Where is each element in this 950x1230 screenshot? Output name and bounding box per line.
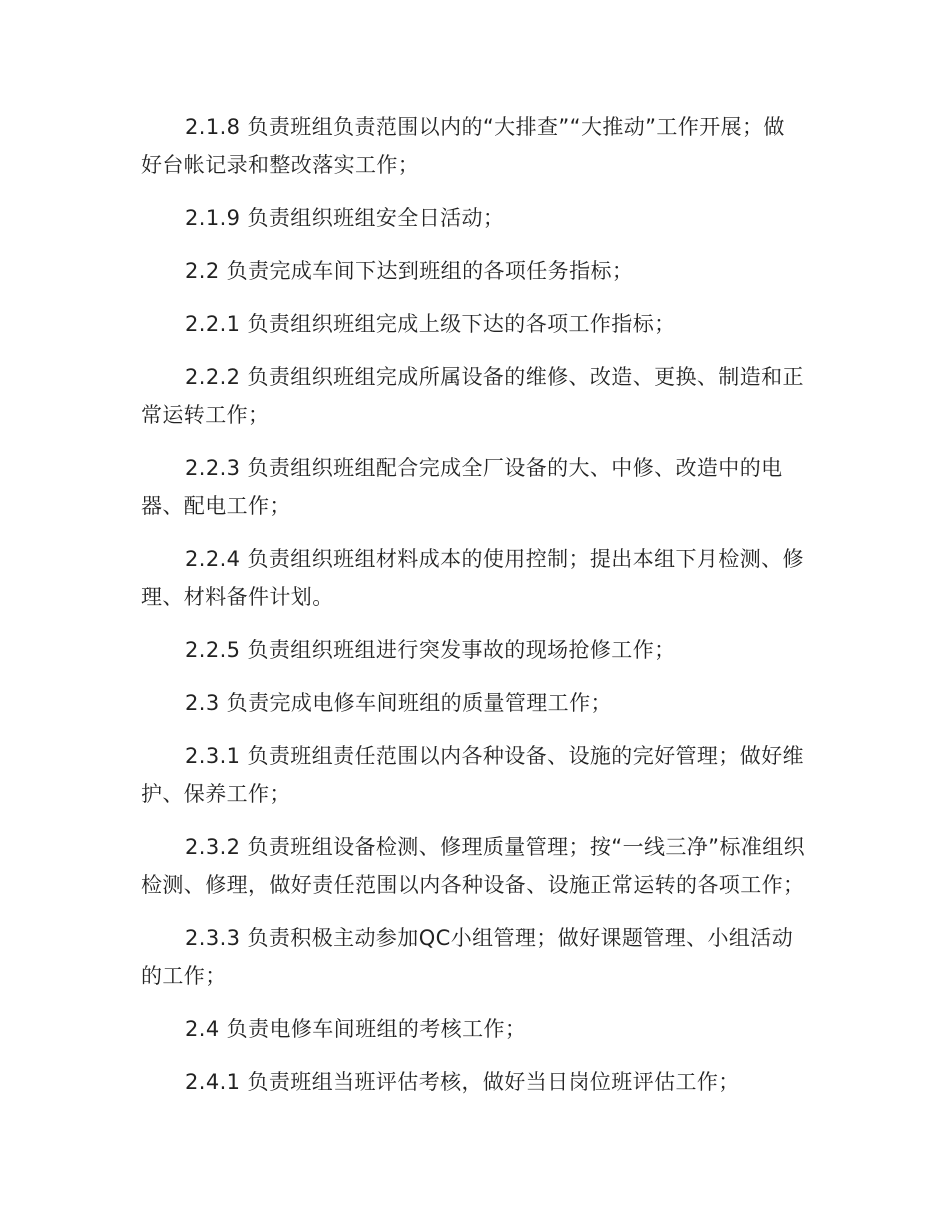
paragraph-2-2-2: 2.2.2 负责组织班组完成所属设备的维修、改造、更换、制造和正常运转工作； bbox=[141, 365, 804, 427]
paragraph-2-2-1: 2.2.1 负责组织班组完成上级下达的各项工作指标； bbox=[185, 312, 676, 336]
paragraph-2-3: 2.3 负责完成电修车间班组的质量管理工作； bbox=[185, 691, 612, 715]
paragraph-2-2-4: 2.2.4 负责组织班组材料成本的使用控制；提出本组下月检测、修理、材料备件计划。 bbox=[141, 547, 804, 609]
paragraph-2-3-1: 2.3.1 负责班组责任范围以内各种设备、设施的完好管理；做好维护、保养工作； bbox=[141, 744, 804, 806]
paragraph-2-2-3: 2.2.3 负责组织班组配合完成全厂设备的大、中修、改造中的电器、配电工作； bbox=[141, 456, 783, 518]
paragraph-2-2: 2.2 负责完成车间下达到班组的各项任务指标； bbox=[185, 259, 634, 283]
paragraph-2-4: 2.4 负责电修车间班组的考核工作； bbox=[185, 1017, 527, 1041]
paragraph-2-2-5: 2.2.5 负责组织班组进行突发事故的现场抢修工作； bbox=[185, 638, 676, 662]
document-body bbox=[141, 108, 806, 1116]
paragraph-2-3-3: 2.3.3 负责积极主动参加QC小组管理；做好课题管理、小组活动的工作； bbox=[141, 926, 794, 988]
paragraph-2-4-1: 2.4.1 负责班组当班评估考核，做好当日岗位班评估工作； bbox=[185, 1070, 740, 1094]
paragraph-2-3-2: 2.3.2 负责班组设备检测、修理质量管理；按“一线三净”标准组织检测、修理，做好责任范围以内各种设备、设施正常运转的各项工作； bbox=[141, 835, 806, 897]
paragraph-2-1-9: 2.1.9 负责组织班组安全日活动； bbox=[185, 206, 505, 230]
paragraph-2-1-8: 2.1.8 负责班组负责范围以内的“大排查”“大推动”工作开展；做好台帐记录和整改落实工作； bbox=[141, 115, 785, 177]
